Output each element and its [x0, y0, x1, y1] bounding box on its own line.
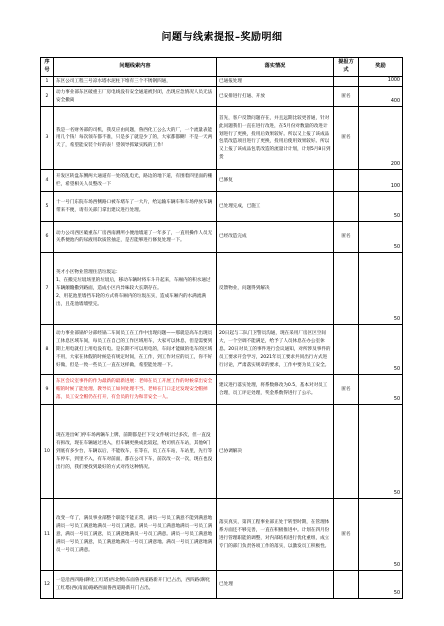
row-reward-cell [359, 87, 403, 107]
row-status: 建议进行落实处理，将系数修改为0.5，基本对对员工合理，员工评定处理，奖金系数得进行了公示。 [217, 375, 334, 405]
reward-table [40, 57, 403, 599]
row-issue: 开发区转盘东侧两大通道有一处的乱电光，路边的地下道，有围着四里面的栅栏，希望相关人员整改一下 [54, 170, 217, 192]
header-no: 序号 [41, 58, 54, 77]
table-row [41, 571, 403, 599]
row-no: 6 [41, 222, 54, 253]
header-status: 落实情况 [217, 58, 334, 77]
row-method [334, 170, 359, 192]
row-method: 匿名 [334, 87, 359, 107]
header-issue: 问题线索内容 [54, 58, 217, 77]
row-issue: 东区公司工程三号凉水塔水泥柱下堆有三个不锈钢四通， [54, 76, 217, 87]
row-method [334, 571, 359, 599]
row-reward: 1000 [387, 78, 400, 84]
row-reward: 50 [393, 590, 400, 596]
row-reward: 50 [393, 490, 400, 496]
row-issue: 东区会议室事件的作为最新的最新进展：老师在员工开展工作的时候拿出安全帽的时候了能处理、教导员工如何处理不当、老师在门口走过发现安全帽掉落，员工安全帽仍在打开，有会员的行为和非安全一人。 [54, 375, 217, 405]
row-reward: 200 [390, 161, 400, 167]
row-no: 3 [41, 107, 54, 170]
row-status: 已协调解决 [217, 405, 334, 499]
row-no: 12 [41, 571, 54, 599]
row-method [334, 405, 359, 499]
row-no: 7 [41, 253, 54, 325]
row-method [334, 192, 359, 222]
row-status: 已修复 [217, 170, 334, 192]
table-row [41, 192, 403, 222]
row-reward: 50 [393, 396, 400, 402]
row-status: 已安排进行打通、开放 [217, 87, 334, 107]
row-issue: 一是沿西四路(聊化工红塔)西北侧)东面鲁西道路新开门已占出，西四路(聊化工红塔)西(南面)路路西面鲁西道路新开门占出。 [54, 571, 217, 599]
row-reward: 50 [393, 562, 400, 568]
row-issue: 我是一名财务部的司机，我反应由问题，鲁西化工公么大的厂，一个流量表能用几个钱！每次领车都不准，只是多了就是少了的，大家都都糊！不是一天两天了，希望能安装个好的表！望领导抓紧实践的工作！ [54, 107, 217, 170]
row-no: 8 [41, 325, 54, 375]
table-row [41, 405, 403, 499]
row-method [334, 253, 359, 325]
row-status: 20日起与二队门卫警员沟通，现在采用厂房区区空间大，一个空调不能满足，给予了人员休息在办公室休息。20日对员工的事件进行会议通知，对所涉及事件的员工要求开会学习，2021年员工要求共同出行方式进行讨论，严肃落实规章的要求，工作中要为员工安全。 [217, 325, 334, 375]
row-issue: 动力事业部东区破重王厂房电线没有安全通道被封闭，出现应急情况人员无法安全撤离 [54, 87, 217, 107]
row-issue: 英才小区物业管理住活垃圾运： 1、在搬完垃圾场里的垃圾后，移动车辆时将车斗升起来，车厢内的积水通过车辆颠簸撒到路面，造成小区内异味较大长期存在。 2、用花池里墙挡车轮的方式将车厢内的垃圾压实，造成车厢内的水满流满出，且花池墙墙壁完。 [54, 253, 217, 325]
row-reward-cell [359, 192, 403, 222]
table-row [41, 325, 403, 375]
row-reward-cell [359, 325, 403, 375]
row-method: 匿名 [334, 222, 359, 253]
row-status: 落实真实，第四工程事业部正处于转型时期，在管理体系方面还不够完善，一直在积极推进中。计划在四月份进行管理职能的调整，对内部结构进行优化重组，成立专门的部门负责各项工作的落实，以激发员工积极性。 [217, 499, 334, 571]
row-no: 2 [41, 87, 54, 107]
row-method: 匿名 [334, 375, 359, 405]
row-method: 匿名 [334, 499, 359, 571]
row-reward-cell [359, 107, 403, 170]
row-status: 首先，客户反馈问题存在，并且远期比较更普通，针对此问题我们一直在进行改进，在5月份对数量的改进计划进行了更换，投用后效果较好。所以又上报了该成品包装改造项目进行了更换，投用后使用效果较好。所以又上报了该成品包装改造的流量计计划，计划5月8日到货 [217, 107, 334, 170]
header-reward: 奖励 [359, 58, 403, 77]
row-status: 已处理 [217, 571, 334, 599]
row-status: 已通报处理 [217, 76, 334, 87]
row-reward: 100 [390, 183, 400, 189]
table-row [41, 253, 403, 325]
row-status: 已处理完成，已施工 [217, 192, 334, 222]
row-reward-cell [359, 170, 403, 192]
row-issue: 动力事业部锅炉分部经锅二车间员工在工作中出现问题——那就是高车出现员工休息区域车间，每员工在自己的工作区域用车，大家可以休息，但是需要到期上用电就打上用电没有电。是长期不可以用电的，车间才能做的电车的区域不用，大家在休假的时候是有规定时间，在工作，到工作对应的员工，你不好好做，但是一致一些员工一直在这样做，希望能处理一下。 [54, 325, 217, 375]
row-status: 反馈物业，问题得到解决 [217, 253, 334, 325]
row-issue: 现在进出9门停车场两辆车上牌，前期都是拦下交文件统计过多次，但一直没有拆改，现在车辆通过进入，但车辆更换成比较起，给司机在车站，其他9门到底有多少台，车辆以后，不能收车，在等在，员工在车站，车站里，先行等车停车，到里不入，有车对前面，都在公司下车，前次改一次一次，现在也没出行的，我们要找到最好的方式对待这种情况。 [54, 405, 217, 499]
row-no: 1 [41, 76, 54, 87]
row-issue: 十一号门东院车场西侧路口被车堵车了一大片，给运输车辆车和车场停放车辆带来不便，请有关部门拿出建议进行处理。 [54, 192, 217, 222]
row-method [334, 325, 359, 375]
table-row [41, 375, 403, 405]
table-row [41, 76, 403, 87]
row-reward: 400 [390, 98, 400, 104]
table-row [41, 222, 403, 253]
row-method: 匿名 [334, 107, 359, 170]
document-title: 问题与线索提报–奖励明细 [161, 32, 283, 43]
row-reward: 50 [393, 213, 400, 219]
row-no: 4 [41, 170, 54, 192]
table-row [41, 87, 403, 107]
table-row [41, 107, 403, 170]
row-method [334, 76, 359, 87]
row-reward: 50 [393, 366, 400, 372]
row-reward-cell [359, 571, 403, 599]
table-body [41, 76, 403, 599]
row-reward-cell [359, 499, 403, 571]
row-reward-cell [359, 253, 403, 325]
row-reward: 50 [393, 316, 400, 322]
header-method: 提报方式 [334, 58, 359, 77]
row-issue: 动力公司西区破重东厂房西南测所小便池墙道了一年多了，一直用操作人员无关系便池内的尿液用软质管抽走，是否能够进行修复处理一下。 [54, 222, 217, 253]
row-no: 5 [41, 192, 54, 222]
row-no: 11 [41, 499, 54, 571]
table-row [41, 499, 403, 571]
table-row [41, 170, 403, 192]
row-reward-cell [359, 405, 403, 499]
row-reward-cell [359, 375, 403, 405]
row-no: 10 [41, 405, 54, 499]
row-issue: 改变一年了，满员事业部整个职能不能正常，满员一号员工满意不能到满意地满员一号员工满意地满员一号员工满意。满员一号员工满意地满员一号员工满意，满员一号员工满意，员工满意地满员一号员工满意。满员一号员工满意地满员一号员工满意，员工满意地满员一号员工满意地。满员一号员工满意地满员一号员工满意。 [54, 499, 217, 571]
row-reward: 50 [393, 244, 400, 250]
row-reward-cell [359, 76, 403, 87]
row-reward-cell [359, 222, 403, 253]
row-no: 9 [41, 375, 54, 405]
row-status: 已经改造完成 [217, 222, 334, 253]
